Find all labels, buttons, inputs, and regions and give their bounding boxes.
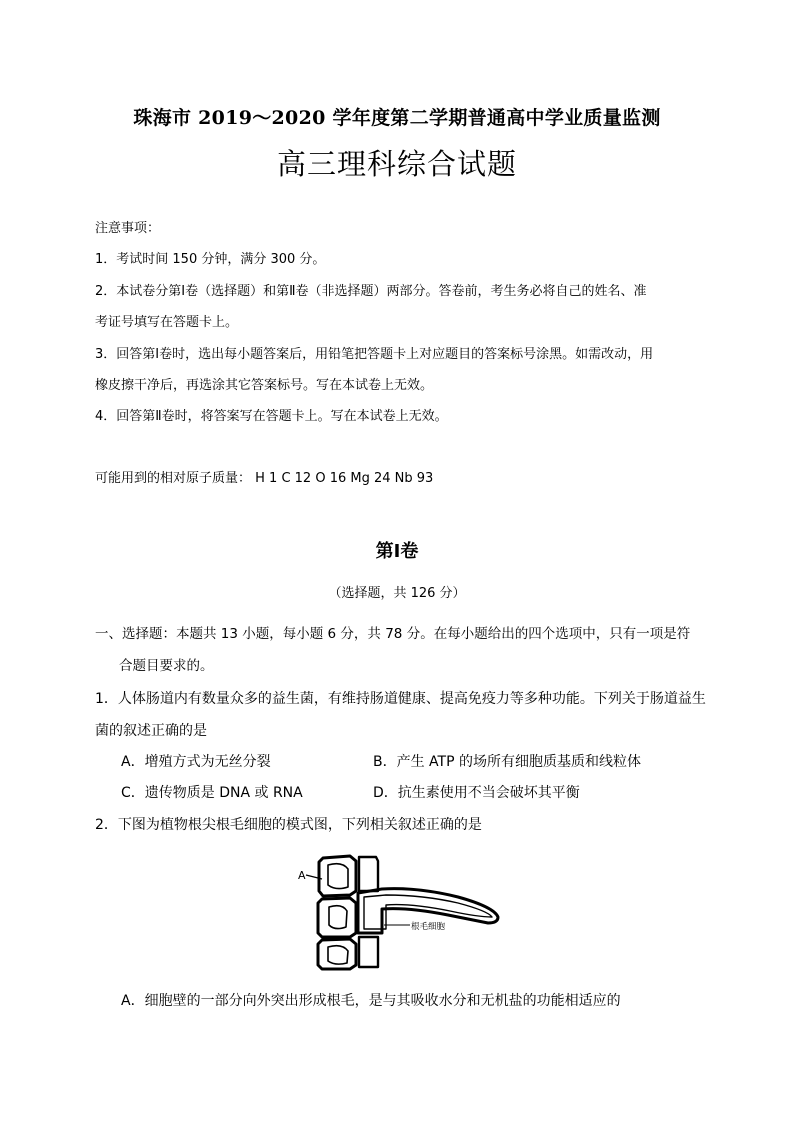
notice-item-3-line-1: 3．回答第Ⅰ卷时，选出每小题答案后，用铅笔把答题卡上对应题目的答案标号涂黑。如需改动，用: [95, 347, 654, 362]
notice-item-2-line-2: 考证号填写在答题卡上。: [95, 315, 239, 330]
question-1-option-d: D．抗生素使用不当会破坏其平衡: [373, 785, 580, 801]
question-2-option-a: A．细胞壁的一部分向外突出形成根毛，是与其吸收水分和无机盐的功能相适应的: [121, 993, 621, 1009]
notice-item-4: 4．回答第Ⅱ卷时，将答案写在答题卡上。写在本试卷上无效。: [95, 409, 448, 424]
section-subtitle: （选择题，共 126 分）: [328, 586, 466, 601]
exam-subject-title: 高三理科综合试题: [276, 147, 517, 181]
atomic-mass-line: 可能用到的相对原子质量： H 1 C 12 O 16 Mg 24 Nb 93: [95, 471, 434, 486]
question-1-stem-line-1: 1．人体肠道内有数量众多的益生菌，有维持肠道健康、提高免疫力等多种功能。下列关于肠道益生: [95, 691, 706, 707]
section-instructions-line-2: 合题目要求的。: [119, 658, 214, 674]
notice-item-1: 1．考试时间 150 分钟，满分 300 分。: [95, 252, 326, 267]
question-1-option-a: A．增殖方式为无丝分裂: [121, 754, 271, 770]
exam-header-title: 珠海市 2019～2020 学年度第二学期普通高中学业质量监测: [133, 107, 661, 129]
section-title: 第Ⅰ卷: [375, 541, 419, 562]
notice-heading: 注意事项：: [95, 221, 161, 236]
notice-item-2-line-1: 2．本试卷分第Ⅰ卷（选择题）和第Ⅱ卷（非选择题）两部分。答卷前，考生务必将自己的姓名、准: [95, 284, 647, 299]
question-1-option-c: C．遗传物质是 DNA 或 RNA: [121, 785, 303, 801]
question-1-stem-line-2: 菌的叙述正确的是: [95, 723, 207, 739]
question-2-stem: 2．下图为植物根尖根毛细胞的模式图，下列相关叙述正确的是: [95, 817, 482, 833]
diagram-label-a: A: [298, 869, 306, 882]
section-instructions-line-1: 一、选择题：本题共 13 小题，每小题 6 分，共 78 分。在每小题给出的四个选项中，只有一项是符: [95, 626, 691, 642]
root-hair-cell-diagram: [298, 853, 502, 971]
question-1-option-b: B．产生 ATP 的场所有细胞质基质和线粒体: [373, 754, 641, 770]
diagram-label-root-hair-cell: 根毛细胞: [411, 922, 446, 932]
notice-item-3-line-2: 橡皮擦干净后，再选涂其它答案标号。写在本试卷上无效。: [95, 378, 434, 393]
